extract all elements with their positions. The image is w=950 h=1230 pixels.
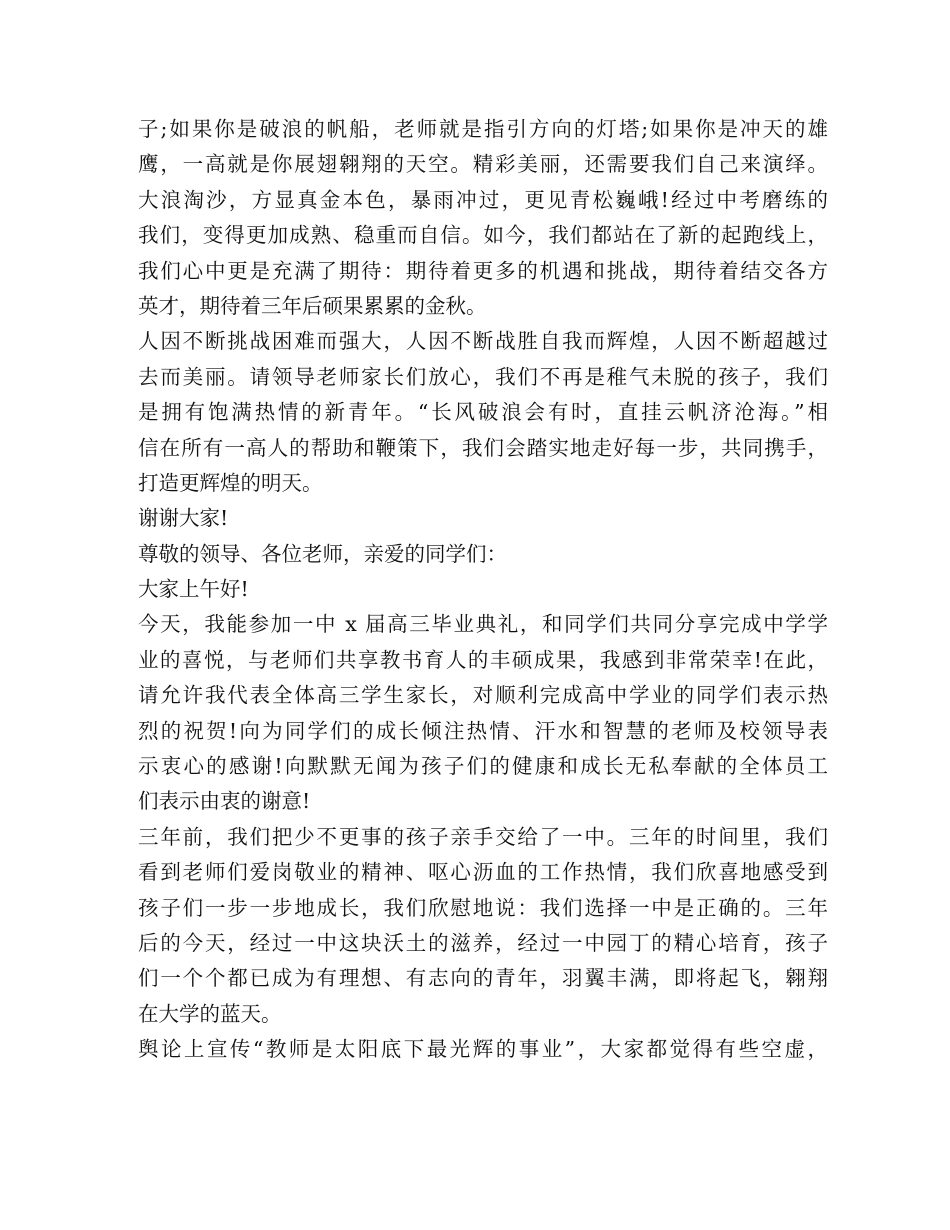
text-line: 大家上午好! [138, 577, 249, 602]
text-line: 请允许我代表全体高三学生家长，对顺利完成高中学业的同学们表示热 [138, 683, 828, 708]
text-line: 们一个个都已成为有理想、有志向的青年，羽翼丰满，即将起飞，翱翔 [138, 966, 828, 991]
text-line: 们表示由衷的谢意! [138, 789, 311, 814]
text-line: 英才，期待着三年后硕果累累的金秋。 [138, 293, 487, 318]
text-line: 人因不断挑战困难而强大，人因不断战胜自我而辉煌，人因不断超越过 [138, 329, 828, 354]
text-line: 信在所有一高人的帮助和鞭策下，我们会踏实地走好每一步，共同携手， [138, 435, 828, 460]
text-line: 打造更辉煌的明天。 [138, 470, 323, 495]
text-line: 我们，变得更加成熟、稳重而自信。如今，我们都站在了新的起跑线上， [138, 223, 828, 248]
text-line: 示衷心的感谢!向默默无闻为孩子们的健康和成长无私奉献的全体员工 [138, 754, 828, 779]
text-line: 谢谢大家! [138, 506, 229, 531]
document-body [138, 112, 828, 1068]
text-line: 是拥有饱满热情的新青年。“长风破浪会有时，直挂云帆济沧海。”相 [138, 400, 828, 425]
text-line: 业的喜悦，与老师们共享教书育人的丰硕成果，我感到非常荣幸!在此， [138, 647, 828, 672]
text-line: 孩子们一步一步地成长，我们欣慰地说：我们选择一中是正确的。三年 [138, 895, 828, 920]
text-line: 鹰，一高就是你展翅翱翔的天空。精彩美丽，还需要我们自己来演绎。 [138, 152, 828, 177]
text-line: 大浪淘沙，方显真金本色，暴雨冲过，更见青松巍峨!经过中考磨练的 [138, 187, 828, 212]
text-line: 后的今天，经过一中这块沃土的滋养，经过一中园丁的精心培育，孩子 [138, 930, 828, 955]
text-line: 三年前，我们把少不更事的孩子亲手交给了一中。三年的时间里，我们 [138, 824, 828, 849]
text-line: 我们心中更是充满了期待：期待着更多的机遇和挑战，期待着结交各方 [138, 258, 828, 283]
text-line: 去而美丽。请领导老师家长们放心，我们不再是稚气未脱的孩子，我们 [138, 364, 828, 389]
text-line: 子;如果你是破浪的帆船，老师就是指引方向的灯塔;如果你是冲天的雄 [138, 117, 828, 141]
text-line: 舆论上宣传“教师是太阳底下最光辉的事业”，大家都觉得有些空虚， [138, 1037, 828, 1062]
text-line: 今天，我能参加一中 x 届高三毕业典礼，和同学们共同分享完成中学学 [138, 612, 828, 637]
text-line: 尊敬的领导、各位老师，亲爱的同学们： [138, 541, 507, 566]
text-line: 烈的祝贺!向为同学们的成长倾注热情、汗水和智慧的老师及校领导表 [138, 718, 828, 743]
text-line: 看到老师们爱岗敬业的精神、呕心沥血的工作热情，我们欣喜地感受到 [138, 860, 828, 885]
text-line: 在大学的蓝天。 [138, 1001, 282, 1026]
